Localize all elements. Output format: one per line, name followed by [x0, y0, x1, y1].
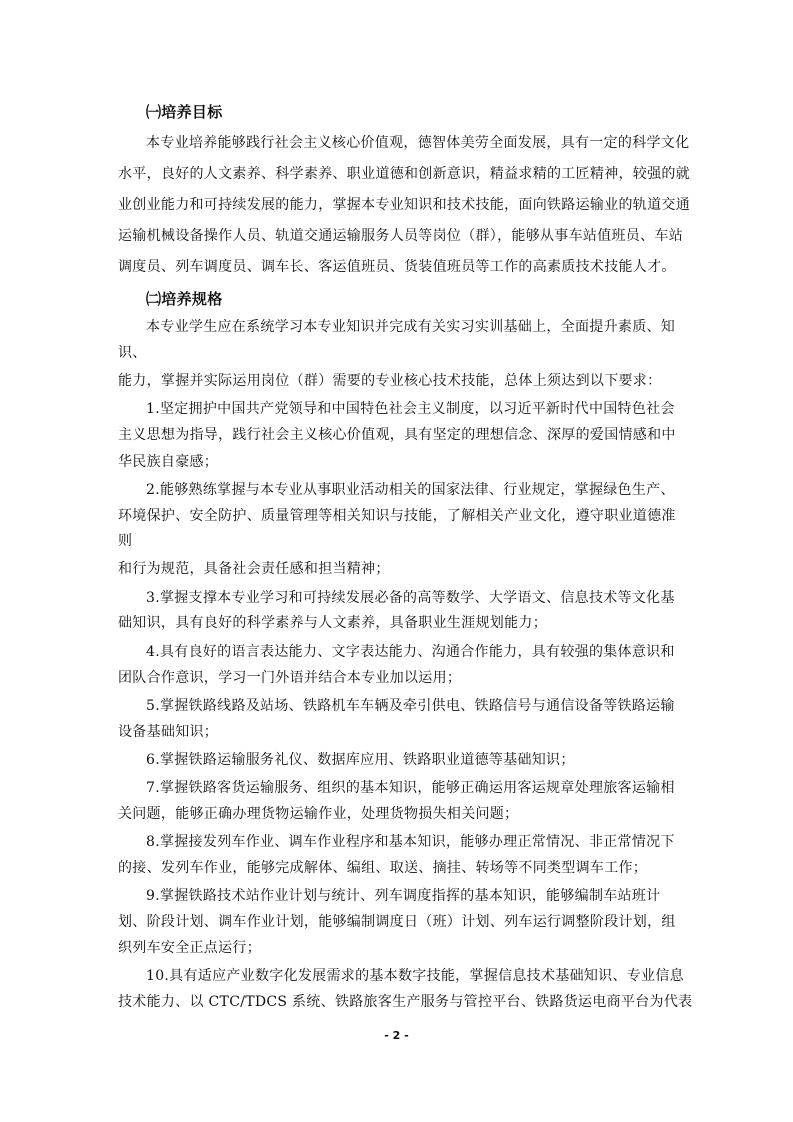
paragraph-line: 的接、发列车作业，能够完成解体、编组、取送、摘挂、转场等不同类型调车工作； — [118, 860, 648, 876]
paragraph-line: 主义思想为指导，践行社会主义核心价值观，具有坚定的理想信念、深厚的爱国情感和中 — [118, 427, 676, 443]
paragraph-line: 识、 — [118, 345, 147, 361]
paragraph-line: 团队合作意识，学习一门外语并结合本专业加以运用； — [118, 670, 462, 686]
paragraph-line: 环境保护、安全防护、质量管理等相关知识与技能，了解相关产业文化，遵守职业道德准 — [118, 508, 676, 524]
paragraph-line: 关问题，能够正确办理货物运输作业，处理货物损失相关问题； — [118, 806, 519, 822]
requirement-item: 7.掌握铁路客货运输服务、组织的基本知识，能够正确运用客运规章处理旅客运输相 — [146, 780, 675, 796]
requirement-item: 3.掌握支撑本专业学习和可持续发展必备的高等数学、大学语文、信息技术等文化基 — [146, 590, 675, 606]
paragraph-line: 业创业能力和可持续发展的能力，掌握本专业知识和技术技能，面向铁路运输业的轨道交通 — [118, 197, 690, 213]
requirement-item: 6.掌握铁路运输服务礼仪、数据库应用、铁路职业道德等基础知识； — [146, 752, 575, 768]
paragraph-line: 华民族自豪感； — [118, 454, 219, 470]
requirement-item: 9.掌握铁路技术站作业计划与统计、列车调度指挥的基本知识，能够编制车站班计 — [146, 888, 661, 904]
paragraph-line: 能力，掌握并实际运用岗位（群）需要的专业核心技术技能，总体上须达到以下要求： — [118, 373, 662, 389]
section-heading-specs: ㈡培养规格 — [146, 290, 223, 308]
paragraph-line: 本专业培养能够践行社会主义核心价值观，德智体美劳全面发展，具有一定的科学文化 — [146, 135, 690, 151]
requirement-item: 5.掌握铁路线路及站场、铁路机车车辆及牵引供电、铁路信号与通信设备等铁路运输 — [146, 698, 675, 714]
requirement-item: 10.具有适应产业数字化发展需求的基本数字技能，掌握信息技术基础知识、专业信息 — [146, 968, 684, 984]
paragraph-line: 技术能力、以 CTC/TDCS 系统、铁路旅客生产服务与管控平台、铁路货运电商平台为代表 — [118, 994, 693, 1010]
paragraph-line: 运输机械设备操作人员、轨道交通运输服务人员等岗位（群），能够从事车站值班员、车站 — [118, 228, 683, 244]
requirement-item: 1.坚定拥护中国共产党领导和中国特色社会主义制度，以习近平新时代中国特色社会 — [146, 401, 675, 417]
paragraph-line: 础知识，具有良好的科学素养与人文素养，具备职业生涯规划能力； — [118, 615, 547, 631]
paragraph-line: 调度员、列车调度员、调车长、客运值班员、货装值班员等工作的高素质技术技能人才。 — [118, 259, 676, 275]
paragraph-line: 水平，良好的人文素养、科学素养、职业道德和创新意识，精益求精的工匠精神，较强的就 — [118, 166, 690, 182]
requirement-item: 4.具有良好的语言表达能力、文字表达能力、沟通合作能力，具有较强的集体意识和 — [146, 644, 675, 660]
requirement-item: 8.掌握接发列车作业、调车作业程序和基本知识，能够办理正常情况、非正常情况下 — [146, 834, 675, 850]
page-number: - 2 - — [384, 1029, 409, 1042]
paragraph-line: 划、阶段计划、调车作业计划，能够编制调度日（班）计划、列车运行调整阶段计划，组 — [118, 914, 676, 930]
requirement-item: 2.能够熟练掌握与本专业从事职业活动相关的国家法律、行业规定，掌握绿色生产、 — [146, 482, 675, 498]
paragraph-line: 本专业学生应在系统学习本专业知识并完成有关实习实训基础上，全面提升素质、知 — [146, 319, 676, 335]
paragraph-line: 和行为规范，具备社会责任感和担当精神； — [118, 561, 390, 577]
section-heading-goals: ㈠培养目标 — [146, 103, 223, 121]
paragraph-line: 设备基础知识； — [118, 724, 219, 740]
paragraph-line: 则 — [118, 533, 133, 549]
paragraph-line: 织列车安全正点运行； — [118, 940, 261, 956]
